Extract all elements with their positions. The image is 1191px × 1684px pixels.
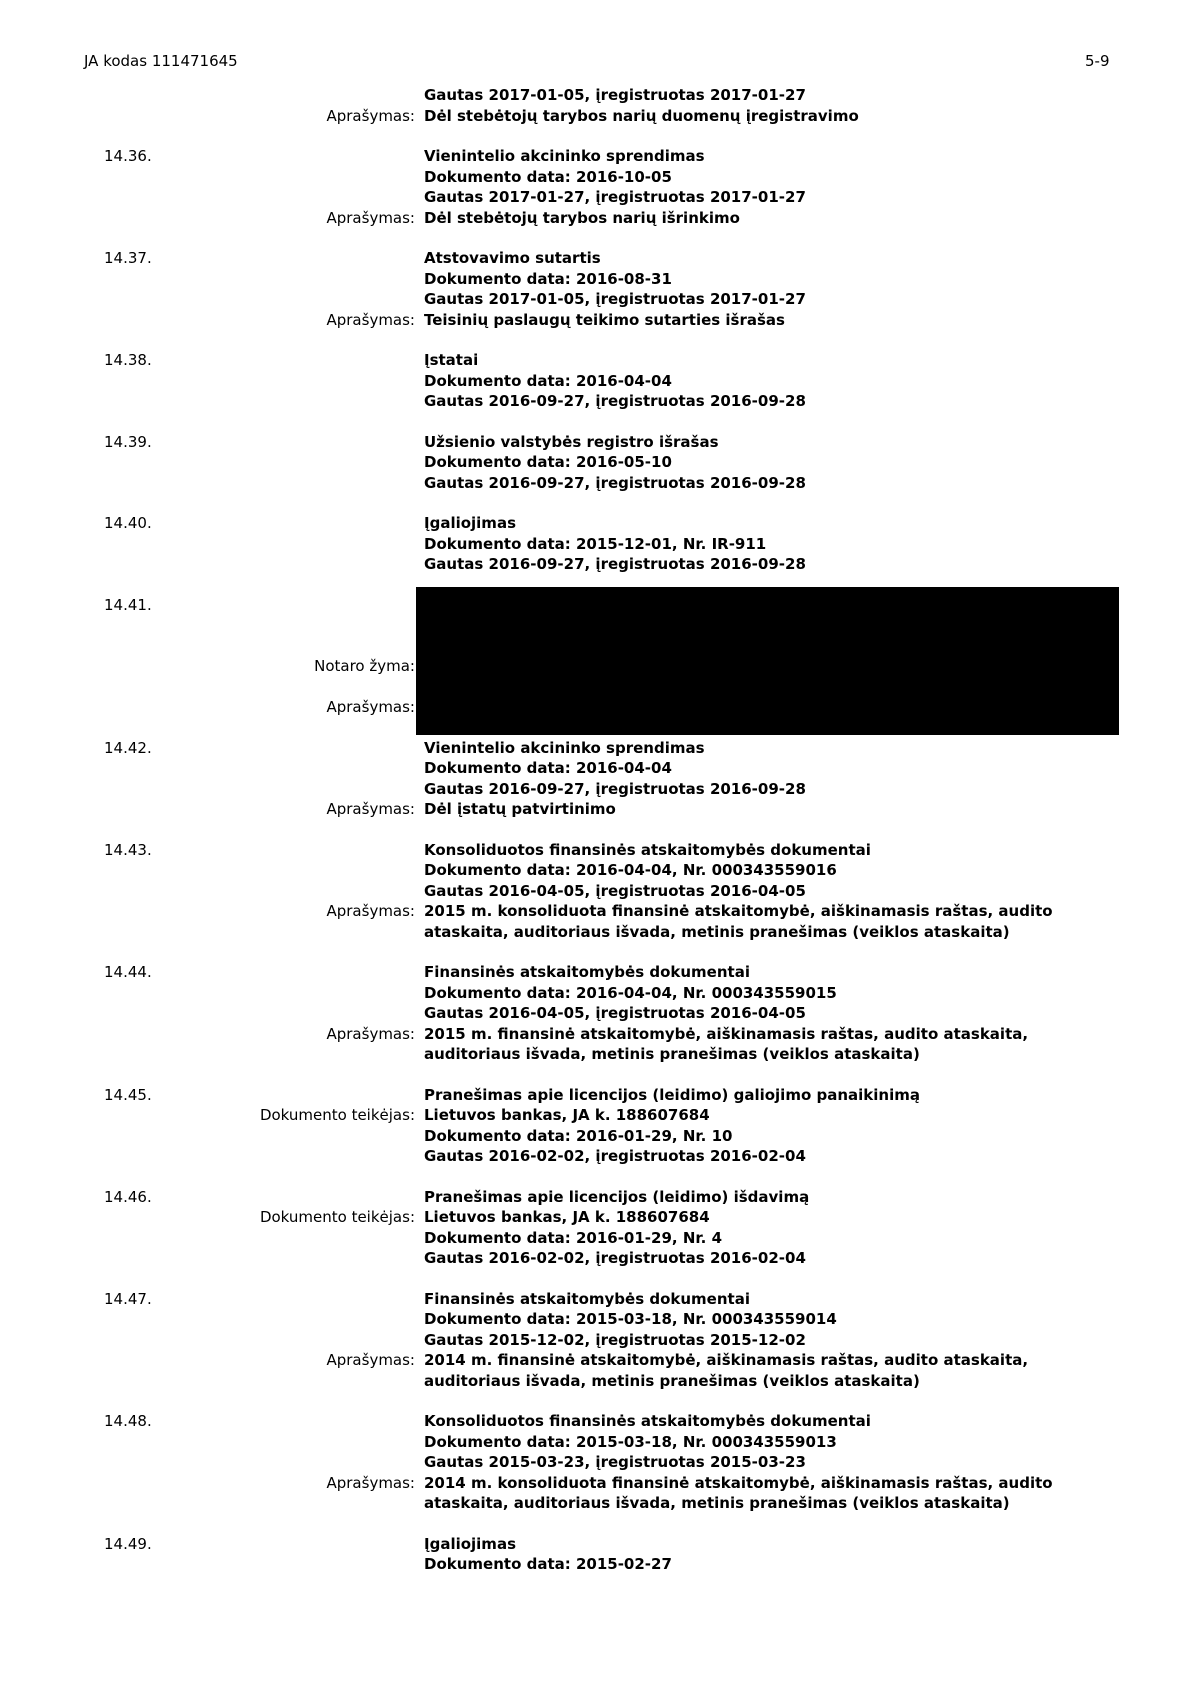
entry-row xyxy=(0,1187,1191,1208)
field-label xyxy=(0,1289,415,1310)
document-entry xyxy=(0,1534,1191,1575)
entry-row xyxy=(0,310,1191,331)
entry-row xyxy=(0,513,1191,534)
entry-number: 14.45. xyxy=(104,1085,152,1104)
field-value: Gautas 2016-04-05, įregistruotas 2016-04-05 xyxy=(424,881,806,900)
entry-row xyxy=(0,1146,1191,1167)
field-label xyxy=(0,1534,415,1555)
entry-row xyxy=(0,554,1191,575)
field-label: Dokumento teikėjas: xyxy=(259,1106,415,1124)
field-value: Lietuvos bankas, JA k. 188607684 xyxy=(424,1208,710,1226)
document-entry xyxy=(0,248,1191,330)
field-value: Dokumento data: 2016-05-10 xyxy=(424,453,672,471)
entry-row xyxy=(0,983,1191,1004)
field-value: Dokumento data: 2015-03-18, Nr. 000343559014 xyxy=(424,1310,837,1328)
entry-row xyxy=(0,1126,1191,1147)
field-value: Įgaliojimas xyxy=(424,1534,516,1553)
field-value: Vienintelio akcininko sprendimas xyxy=(424,147,705,165)
entry-row xyxy=(0,289,1191,310)
field-value: Dokumento data: 2015-02-27 xyxy=(424,1555,672,1573)
entry-row xyxy=(0,1432,1191,1453)
entry-row xyxy=(0,1024,1191,1065)
entry-number: 14.46. xyxy=(104,1187,152,1206)
document-entry xyxy=(0,85,1191,126)
field-value: Dėl įstatų patvirtinimo xyxy=(424,800,616,818)
entry-row xyxy=(0,962,1191,983)
entry-number: 14.43. xyxy=(104,840,152,859)
entry-number: 14.39. xyxy=(104,432,152,451)
field-value: Dokumento data: 2016-04-04 xyxy=(424,371,672,390)
entry-row xyxy=(0,1003,1191,1024)
field-label xyxy=(0,248,415,269)
entry-row xyxy=(0,146,1191,167)
field-value: Įstatai xyxy=(424,351,479,369)
field-label: Dokumento teikėjas: xyxy=(259,1208,415,1226)
field-value: Dokumento data: 2016-04-04, Nr. 000343559016 xyxy=(424,861,837,879)
field-value: Gautas 2015-03-23, įregistruotas 2015-03-23 xyxy=(424,1453,806,1471)
entry-row xyxy=(0,738,1191,759)
field-value: Dėl stebėtojų tarybos narių išrinkimo xyxy=(424,208,740,227)
entry-row xyxy=(0,534,1191,555)
entry-number: 14.48. xyxy=(104,1412,152,1430)
field-label xyxy=(0,371,415,392)
field-label: Aprašymas: xyxy=(326,1024,415,1043)
field-value: Gautas 2016-09-27, įregistruotas 2016-09-28 xyxy=(424,392,806,410)
field-label xyxy=(0,779,415,800)
field-label: Aprašymas: xyxy=(326,310,415,329)
field-label xyxy=(0,473,415,494)
document-entry xyxy=(0,1085,1191,1167)
field-label xyxy=(0,758,415,779)
entry-number: 14.41. xyxy=(104,595,152,614)
field-label: Aprašymas: xyxy=(326,1473,415,1492)
field-label xyxy=(0,1432,415,1453)
field-value: Gautas 2016-02-02, įregistruotas 2016-02-04 xyxy=(424,1147,806,1165)
field-value: Dokumento data: 2016-04-04 xyxy=(424,759,672,777)
field-label xyxy=(0,269,415,290)
field-label xyxy=(0,1003,415,1024)
field-value: Finansinės atskaitomybės dokumentai xyxy=(424,963,750,981)
entry-number: 14.37. xyxy=(104,249,152,267)
entry-row xyxy=(0,1309,1191,1330)
document-entry xyxy=(0,1187,1191,1269)
field-label: Aprašymas: xyxy=(326,698,415,716)
field-label: Aprašymas: xyxy=(326,1351,415,1369)
entry-row xyxy=(0,432,1191,453)
field-value: Dokumento data: 2016-08-31 xyxy=(424,269,672,288)
entry-row xyxy=(0,1473,1191,1514)
field-value: Vienintelio akcininko sprendimas xyxy=(424,738,705,757)
field-label xyxy=(0,1248,415,1269)
entry-row xyxy=(0,901,1191,942)
field-label xyxy=(0,534,415,555)
field-label: Aprašymas: xyxy=(326,106,415,125)
entry-row xyxy=(0,1350,1191,1391)
document-entry xyxy=(0,738,1191,820)
entry-row xyxy=(0,1248,1191,1269)
field-label xyxy=(0,615,415,636)
field-value: Dokumento data: 2015-03-18, Nr. 000343559013 xyxy=(424,1432,837,1451)
entry-row xyxy=(0,391,1191,412)
document-entry xyxy=(0,513,1191,575)
field-label xyxy=(0,1554,415,1575)
document-entry xyxy=(0,595,1191,718)
field-label xyxy=(0,677,415,698)
entry-number: 14.40. xyxy=(104,514,152,532)
field-value: Dėl stebėtojų tarybos narių duomenų įregistravimo xyxy=(424,106,859,125)
field-value: Konsoliduotos finansinės atskaitomybės dokumentai xyxy=(424,840,871,859)
entry-number: 14.44. xyxy=(104,963,152,981)
field-value: Gautas 2017-01-05, įregistruotas 2017-01-27 xyxy=(424,86,806,104)
field-value: Gautas 2016-02-02, įregistruotas 2016-02-04 xyxy=(424,1249,806,1267)
entry-row xyxy=(0,1207,1191,1228)
field-value: Teisinių paslaugų teikimo sutarties išrašas xyxy=(424,310,785,329)
field-label xyxy=(0,1411,415,1432)
document-entry xyxy=(0,1411,1191,1514)
field-label xyxy=(0,432,415,453)
field-value: Finansinės atskaitomybės dokumentai xyxy=(424,1289,750,1308)
field-label xyxy=(0,1228,415,1249)
field-label xyxy=(0,452,415,473)
field-value: Gautas 2016-09-27, įregistruotas 2016-09-28 xyxy=(424,779,806,798)
field-label xyxy=(0,289,415,310)
field-label: Aprašymas: xyxy=(326,800,415,818)
field-label xyxy=(0,738,415,759)
document-entries xyxy=(0,85,1191,1595)
header-page-number: 5-9 xyxy=(1085,52,1110,70)
entry-number: 14.36. xyxy=(104,147,152,165)
field-value: Gautas 2016-09-27, įregistruotas 2016-09-28 xyxy=(424,473,806,492)
entry-row xyxy=(0,350,1191,371)
document-entry xyxy=(0,1289,1191,1392)
field-value: Atstovavimo sutartis xyxy=(424,249,601,267)
entry-row xyxy=(0,208,1191,229)
field-value: Gautas 2016-04-05, įregistruotas 2016-04-05 xyxy=(424,1004,806,1022)
entry-row xyxy=(0,779,1191,800)
entry-row xyxy=(0,1105,1191,1126)
field-value: 2014 m. finansinė atskaitomybė, aiškinamasis raštas, audito ataskaita, auditoriaus išvada, metinis pranešimas (veiklos ataskaita) xyxy=(424,1351,1029,1390)
entry-row xyxy=(0,1330,1191,1351)
field-value: Dokumento data: 2016-10-05 xyxy=(424,167,672,186)
field-value: Dokumento data: 2016-01-29, Nr. 4 xyxy=(424,1228,723,1247)
entry-row xyxy=(0,452,1191,473)
field-label: Aprašymas: xyxy=(326,208,415,227)
field-label: Notaro žyma: xyxy=(314,657,415,675)
field-label xyxy=(0,860,415,881)
field-label xyxy=(0,187,415,208)
entry-row xyxy=(0,758,1191,779)
entry-row xyxy=(0,1289,1191,1310)
entry-row xyxy=(0,1452,1191,1473)
field-value: Dokumento data: 2016-04-04, Nr. 000343559015 xyxy=(424,983,837,1002)
field-value: Įgaliojimas xyxy=(424,514,516,532)
field-label xyxy=(0,391,415,412)
field-value: Konsoliduotos finansinės atskaitomybės dokumentai xyxy=(424,1412,871,1430)
field-label xyxy=(0,962,415,983)
field-label xyxy=(0,983,415,1004)
entry-row xyxy=(0,473,1191,494)
entry-number: 14.49. xyxy=(104,1534,152,1553)
field-label xyxy=(0,513,415,534)
entry-number: 14.42. xyxy=(104,738,152,757)
field-value: Gautas 2016-09-27, įregistruotas 2016-09-28 xyxy=(424,555,806,573)
entry-row xyxy=(0,1228,1191,1249)
field-label xyxy=(0,1330,415,1351)
field-value: Gautas 2017-01-27, įregistruotas 2017-01-27 xyxy=(424,188,806,206)
field-value: Dokumento data: 2016-01-29, Nr. 10 xyxy=(424,1126,733,1145)
field-label xyxy=(0,1187,415,1208)
document-entry xyxy=(0,146,1191,228)
entry-number: 14.38. xyxy=(104,351,152,369)
entry-row xyxy=(0,860,1191,881)
document-entry xyxy=(0,350,1191,412)
field-value: Užsienio valstybės registro išrašas xyxy=(424,432,719,451)
header-company-code: JA kodas 111471645 xyxy=(84,52,238,70)
field-value: Pranešimas apie licencijos (leidimo) išdavimą xyxy=(424,1187,810,1206)
field-label xyxy=(0,1309,415,1330)
entry-row xyxy=(0,799,1191,820)
entry-row xyxy=(0,269,1191,290)
field-label xyxy=(0,85,415,106)
entry-row xyxy=(0,840,1191,861)
field-label xyxy=(0,881,415,902)
entry-row xyxy=(0,167,1191,188)
entry-row xyxy=(0,1554,1191,1575)
entry-row xyxy=(0,881,1191,902)
field-value: Gautas 2017-01-05, įregistruotas 2017-01-27 xyxy=(424,290,806,308)
field-label xyxy=(0,1146,415,1167)
redaction-block xyxy=(416,587,1119,735)
field-value: Lietuvos bankas, JA k. 188607684 xyxy=(424,1106,710,1124)
field-label xyxy=(0,350,415,371)
field-value: 2015 m. konsoliduota finansinė atskaitomybė, aiškinamasis raštas, audito ataskaita, auditoriaus išvada, metinis pranešimas (veiklos ataskaita) xyxy=(424,902,1053,941)
entry-number: 14.47. xyxy=(104,1289,152,1308)
document-entry xyxy=(0,840,1191,943)
field-label xyxy=(0,1126,415,1147)
field-value: 2014 m. konsoliduota finansinė atskaitomybė, aiškinamasis raštas, audito ataskaita, auditoriaus išvada, metinis pranešimas (veiklos ataskaita) xyxy=(424,1473,1053,1512)
field-label xyxy=(0,840,415,861)
field-label xyxy=(0,167,415,188)
entry-row xyxy=(0,371,1191,392)
entry-row xyxy=(0,1534,1191,1555)
field-label xyxy=(0,554,415,575)
entry-row xyxy=(0,248,1191,269)
field-label xyxy=(0,1085,415,1106)
field-label xyxy=(0,595,415,616)
document-entry xyxy=(0,962,1191,1065)
field-label xyxy=(0,1452,415,1473)
entry-row xyxy=(0,1085,1191,1106)
entry-row xyxy=(0,1411,1191,1432)
field-label xyxy=(0,636,415,657)
field-value: Pranešimas apie licencijos (leidimo) galiojimo panaikinimą xyxy=(424,1085,920,1104)
field-label: Aprašymas: xyxy=(326,902,415,920)
entry-row xyxy=(0,85,1191,106)
field-value: 2015 m. finansinė atskaitomybė, aiškinamasis raštas, audito ataskaita, auditoriaus išvada, metinis pranešimas (veiklos ataskaita) xyxy=(424,1024,1029,1063)
field-label xyxy=(0,146,415,167)
entry-row xyxy=(0,106,1191,127)
field-value: Gautas 2015-12-02, įregistruotas 2015-12-02 xyxy=(424,1330,806,1349)
entry-row xyxy=(0,187,1191,208)
document-entry xyxy=(0,432,1191,494)
field-value: Dokumento data: 2015-12-01, Nr. IR-911 xyxy=(424,534,767,553)
